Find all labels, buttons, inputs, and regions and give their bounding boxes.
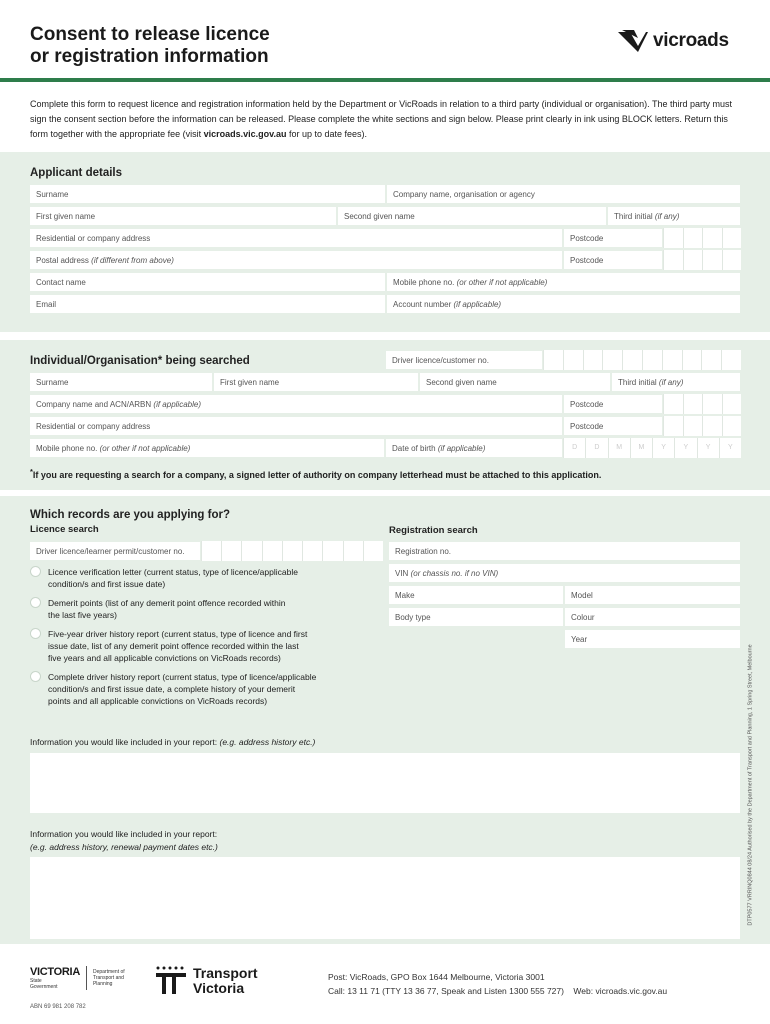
applicant-postal-field[interactable]: Postal address (if different from above) <box>29 250 563 270</box>
abn-text: ABN 69 981 208 782 <box>30 1004 86 1010</box>
applicant-company-field[interactable]: Company name, organisation or agency <box>386 184 741 204</box>
applicant-second-name-field[interactable]: Second given name <box>337 206 607 226</box>
option-demerit-points[interactable]: Demerit points (list of any demerit point offence recorded within the last five years) <box>30 597 380 621</box>
verification-radio[interactable] <box>30 566 41 577</box>
info2-label: Information you would like included in your report: (e.g. address history, renewal payment dates etc.) <box>30 829 218 852</box>
option-complete-history[interactable]: Complete driver history report (current status, type of licence/applicable condition/s and first issue date, a complete history of your demerit points and all applicable convictions on VicRoads records) <box>30 671 380 707</box>
transport-victoria-logo: Transport Victoria <box>155 966 258 996</box>
searched-postcode2-label: Postcode <box>563 416 663 436</box>
registration-search-heading: Registration search <box>389 525 478 536</box>
searched-mobile-field[interactable]: Mobile phone no. (or other if not applicable) <box>29 438 385 458</box>
searched-company-field[interactable]: Company name and ACN/ARBN (if applicable) <box>29 394 563 414</box>
licence-number-row <box>29 541 383 561</box>
option-verification-letter[interactable]: Licence verification letter (current status, type of licence/applicable condition/s and first issue date) <box>30 566 380 590</box>
applicant-postcode-boxes[interactable] <box>663 228 741 248</box>
make-field[interactable]: Make <box>388 585 564 605</box>
demerit-radio[interactable] <box>30 597 41 608</box>
applicant-heading: Applicant details <box>30 167 123 179</box>
page-title: Consent to release licence or registration information <box>30 24 270 67</box>
info1-textarea[interactable] <box>29 752 741 814</box>
searched-first-name-field[interactable]: First given name <box>213 372 419 392</box>
company-search-note: *If you are requesting a search for a company, a signed letter of authority on company letterhead must be attached to this application. <box>30 467 602 480</box>
registration-fields <box>388 541 741 649</box>
licence-number-boxes[interactable] <box>201 541 383 561</box>
side-authorisation-text: DTP0577 VRRINQ0844 08/24 Authorised by the Department of Transport and Planning, 1 Spring Street, Melbourne <box>748 644 754 926</box>
intro-text: Complete this form to request licence and registration information held by the Department or VicRoads in relation to a third party (individual or organisation). The third party must sign the consent section before the information can be released. Please complete the white sections and sign below. Please print clearly in ink using BLOCK letters. Return this form together with the appropriate fee (visit vicroads.vic.gov.au for up to date fees). <box>30 99 733 139</box>
records-heading: Which records are you applying for? <box>30 509 231 521</box>
applicant-contact-field[interactable]: Contact name <box>29 272 386 292</box>
five-year-radio[interactable] <box>30 628 41 639</box>
model-field[interactable]: Model <box>564 585 741 605</box>
applicant-first-name-field[interactable]: First given name <box>29 206 337 226</box>
searched-heading: Individual/Organisation* being searched <box>30 355 250 367</box>
applicant-third-initial-field[interactable]: Third initial (if any) <box>607 206 741 226</box>
vin-field[interactable]: VIN (or chassis no. if no VIN) <box>388 563 741 583</box>
complete-radio[interactable] <box>30 671 41 682</box>
searched-address-field[interactable]: Residential or company address <box>29 416 563 436</box>
licence-number-label: Driver licence/learner permit/customer no. <box>29 541 201 561</box>
transport-t-icon <box>155 966 187 996</box>
applicant-account-field[interactable]: Account number (if applicable) <box>386 294 741 314</box>
searched-licence-boxes[interactable] <box>543 350 741 370</box>
applicant-email-field[interactable]: Email <box>29 294 386 314</box>
searched-postcode-boxes[interactable] <box>663 394 741 414</box>
licence-options <box>30 566 380 707</box>
vicroads-mark-icon <box>616 28 650 54</box>
applicant-address-field[interactable]: Residential or company address <box>29 228 563 248</box>
footer-contact: Post: VicRoads, GPO Box 1644 Melbourne, Victoria 3001 Call: 13 11 71 (TTY 13 36 77, Speak and Listen 1300 555 727) Web: vicroads.vic.gov.au <box>328 972 668 996</box>
searched-postcode2-boxes[interactable] <box>663 416 741 436</box>
year-field[interactable]: Year <box>564 629 741 649</box>
searched-postcode-label: Postcode <box>563 394 663 414</box>
searched-second-name-field[interactable]: Second given name <box>419 372 611 392</box>
applicant-postcode-label: Postcode <box>563 228 663 248</box>
licence-search-heading: Licence search <box>30 524 99 535</box>
body-type-field[interactable]: Body type <box>388 607 564 627</box>
info1-label: Information you would like included in your report: (e.g. address history etc.) <box>30 737 316 747</box>
info2-textarea[interactable] <box>29 856 741 940</box>
applicant-fields <box>29 184 741 314</box>
applicant-postal-postcode-label: Postcode <box>563 250 663 270</box>
option-five-year-history[interactable]: Five-year driver history report (current status, type of licence and first issue date, list of any demerit point offence recorded within the last five years and all applicable convictions on VicRoads records) <box>30 628 380 664</box>
vicroads-link[interactable]: vicroads.vic.gov.au <box>203 129 287 139</box>
applicant-mobile-field[interactable]: Mobile phone no. (or other if not applicable) <box>386 272 741 292</box>
victoria-gov-logo: VICTORIA State Government Department of Transport and Planning <box>30 966 125 990</box>
searched-third-initial-field[interactable]: Third initial (if any) <box>611 372 741 392</box>
searched-dob-label: Date of birth (if applicable) <box>385 438 563 458</box>
searched-dob-boxes[interactable]: D D M M Y Y Y Y <box>563 438 741 458</box>
applicant-surname-field[interactable]: Surname <box>29 184 386 204</box>
registration-number-field[interactable]: Registration no. <box>388 541 741 561</box>
colour-field[interactable]: Colour <box>564 607 741 627</box>
searched-licence-label: Driver licence/customer no. <box>385 350 543 370</box>
header-divider <box>0 78 770 82</box>
searched-fields <box>29 350 741 458</box>
searched-surname-field[interactable]: Surname <box>29 372 213 392</box>
footer-web-link[interactable]: Web: vicroads.vic.gov.au <box>573 986 668 996</box>
applicant-postal-postcode-boxes[interactable] <box>663 250 741 270</box>
vicroads-logo: vicroads <box>616 28 729 54</box>
